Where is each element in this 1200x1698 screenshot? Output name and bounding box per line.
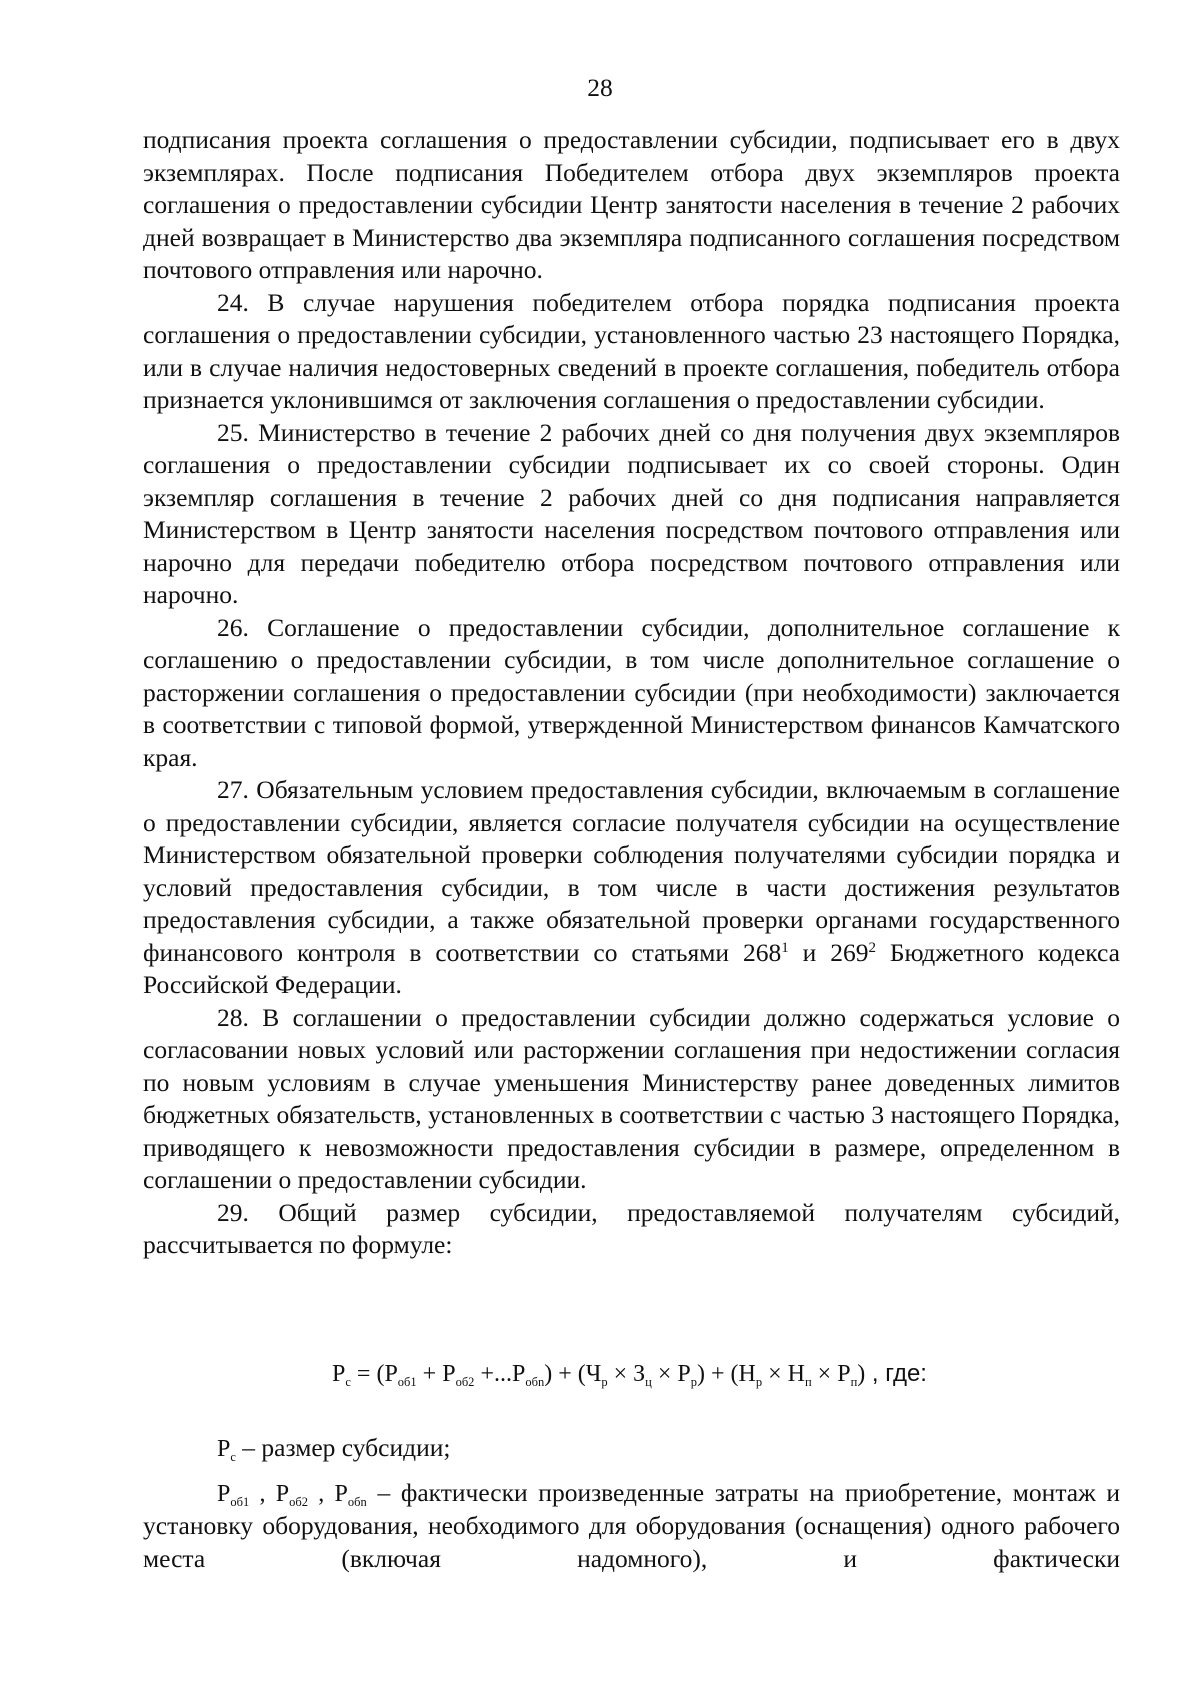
formula-subscript: об2 (455, 1375, 475, 1389)
paragraph-continuation: подписания проекта соглашения о предоставлении субсидии, подписывает его в двух экземплярах. После подписания Победителем отбора двух экземпляров проекта соглашения о предоставлении субсидии Центр занятости населения в течение 2 рабочих дней возвращает в Министерство два экземпляра подписанного соглашения посредством почтового отправления или нарочно. (143, 125, 1120, 284)
definition-subscript: обn (347, 1494, 367, 1509)
paragraph-27 (143, 774, 1120, 1002)
paragraph-24: 24. В случае нарушения победителем отбора порядка подписания проекта соглашения о предоставлении субсидии, установленного частью 23 настоящего Порядка, или в случае наличия недостоверных сведений в проекте соглашения, победитель отбора признается уклонившимся от заключения соглашения о предоставлении субсидии. (143, 287, 1120, 414)
formula-subscript: ц (645, 1375, 652, 1389)
formula-subscript: р (690, 1375, 697, 1389)
paragraph-29: 29. Общий размер субсидии, предоставляемой получателям субсидий, рассчитывается по формуле: (143, 1197, 1120, 1259)
paragraph-27-text-a: 27. Обязательным условием предоставления субсидии, включаемым в соглашение о предоставлении субсидии, является согласие получателя субсидии на осуществление Министерством обязательной проверки соблюдения получателями субсидии порядка и условий предоставления субсидии, в том числе в части достижения результатов предоставления субсидии, а также обязательной проверки органами государственного финансового контроля в соответствии со статьями 268 (143, 775, 1120, 967)
formula-term: × Р (811, 1361, 851, 1387)
definition-separator: , Р (249, 1480, 290, 1507)
document-body (143, 124, 1120, 1262)
formula-term: +...Р (474, 1361, 526, 1387)
formula-term: ) + (Ч (544, 1361, 602, 1387)
article-268-superscript: 1 (781, 939, 789, 956)
definition-text: – фактически произведенные затраты на приобретение, монтаж и установку оборудования, необходимого для оборудования (оснащения) одного рабочего места (включая надомного), и фактически (143, 1477, 1121, 1573)
definition-rc (143, 1432, 1120, 1466)
formula-subscript: с (345, 1375, 351, 1389)
subsidy-formula (332, 1358, 1152, 1390)
formula-subscript: р (601, 1375, 608, 1389)
formula-term: Р (332, 1361, 346, 1387)
definition-symbol: Р (217, 1436, 231, 1462)
paragraph-27-text-c: Бюджетного кодекса Российской Федерации. (143, 937, 1120, 999)
formula-term: × З (607, 1361, 646, 1387)
formula-subscript: п (850, 1375, 858, 1389)
paragraph-27-text-b: и 269 (788, 937, 869, 967)
formula-term: ) (857, 1361, 866, 1387)
definition-rob (143, 1477, 1120, 1576)
formula-term: × Р (651, 1361, 691, 1387)
formula-subscript: р (755, 1375, 763, 1389)
definition-symbol: Р (217, 1480, 231, 1507)
paragraph-25: 25. Министерство в течение 2 рабочих дней со дня получения двух экземпляров соглашения о предоставлении субсидии подписывает их со своей стороны. Один экземпляр соглашения в течение 2 рабочих дней со дня подписания направляется Министерством в Центр занятости населения посредством почтового отправления или нарочно для передачи победителю отбора посредством почтового отправления или нарочно. (143, 417, 1120, 609)
formula-subscript: обn (525, 1375, 545, 1389)
formula-definitions (143, 1432, 1120, 1575)
definition-subscript: с (230, 1450, 236, 1464)
definition-subscript: об1 (230, 1494, 250, 1509)
formula-subscript: п (804, 1375, 812, 1389)
formula-term: ) + (Н (696, 1361, 756, 1387)
formula-term: × Н (762, 1361, 805, 1387)
formula-subscript: об1 (397, 1375, 417, 1389)
paragraph-28: 28. В соглашении о предоставлении субсидии должно содержаться условие о согласовании новых условий или расторжении соглашения при недостижении согласия по новым условиям в случае уменьшения Министерству ранее доведенных лимитов бюджетных обязательств, установленных в соответствии с частью 3 настоящего Порядка, приводящего к невозможности предоставления субсидии в размере, определенном в соглашении о предоставлении субсидии. (143, 1002, 1120, 1194)
formula-term: = (Р (350, 1361, 398, 1387)
definition-subscript: об2 (289, 1494, 309, 1509)
definition-separator: , Р (308, 1480, 348, 1507)
page-number: 28 (587, 73, 613, 102)
article-269-superscript: 2 (868, 939, 876, 956)
formula-term: + Р (416, 1361, 456, 1387)
formula-where-label: , где: (865, 1360, 927, 1387)
paragraph-26: 26. Соглашение о предоставлении субсидии, дополнительное соглашение к соглашению о предоставлении субсидии, в том числе дополнительное соглашение о расторжении соглашения о предоставлении субсидии (при необходимости) заключается в соответствии с типовой формой, утвержденной Министерством финансов Камчатского края. (143, 612, 1120, 772)
definition-text: – размер субсидии; (235, 1433, 451, 1462)
